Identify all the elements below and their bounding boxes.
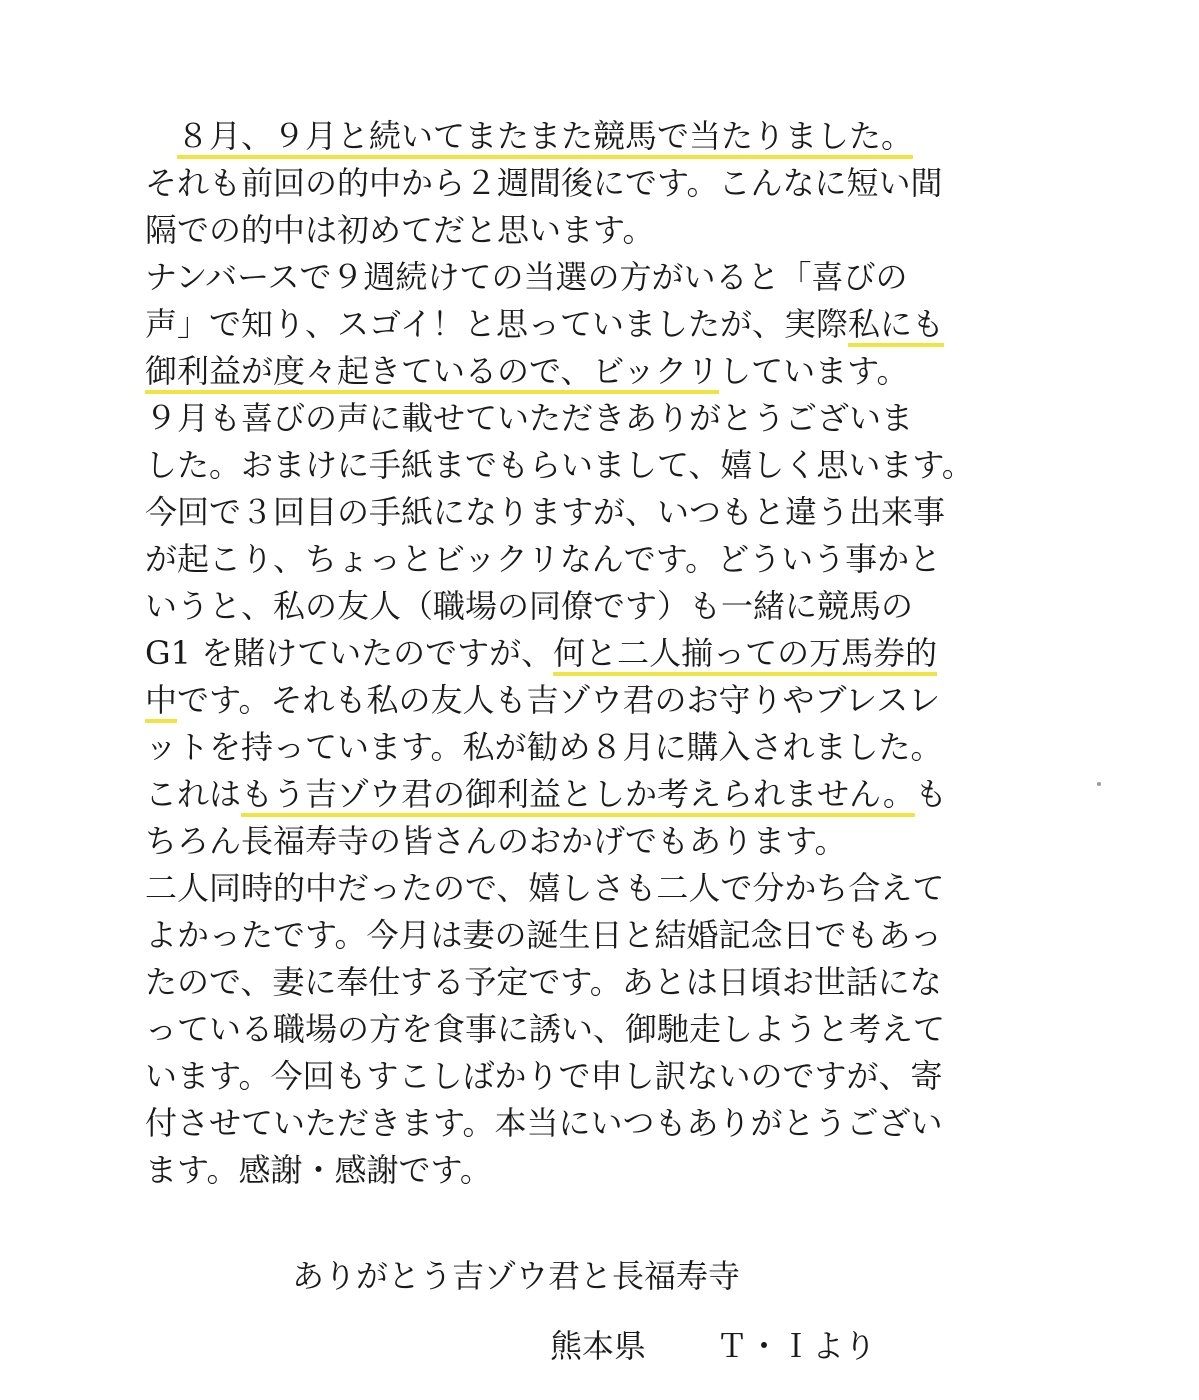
letter-text: ットを持っています。私が勧め８月に購入されました。 (145, 728, 943, 766)
letter-line (145, 301, 1065, 348)
closing-thanks: ありがとう吉ゾウ君と長福寿寺 (292, 1257, 741, 1295)
letter-line (145, 1100, 1065, 1147)
letter-text: いうと、私の友人（職場の同僚です）も一緒に競馬の (145, 587, 914, 625)
letter-line (145, 912, 1065, 959)
letter-text: ナンバースで９週続けての当選の方がいると「喜びの (145, 258, 908, 296)
letter-line (145, 160, 1065, 207)
signature (550, 1324, 876, 1368)
letter-line (145, 1006, 1065, 1053)
letter-text: います。今回もすこしばかりで申し訳ないのですが、寄 (145, 1057, 943, 1095)
letter-text: っている職場の方を食事に誘い、御馳走しようと考えて (145, 1010, 946, 1048)
letter-line (145, 818, 1065, 865)
letter-line (145, 583, 1065, 630)
letter-line (145, 1053, 1065, 1100)
letter-line (145, 677, 1065, 724)
letter-text: たので、妻に奉仕する予定です。あとは日頃お世話にな (145, 963, 942, 1001)
letter-line (145, 1147, 1065, 1194)
letter-line (145, 865, 1065, 912)
letter-line (145, 254, 1065, 301)
letter-text: した。おまけに手紙までもらいまして、嬉しく思います。 (145, 446, 974, 484)
letter-text: これは (145, 775, 242, 813)
letter-text: よかったです。今月は妻の誕生日と結婚記念日でもあっ (145, 916, 943, 954)
letter-text: です。それも私の友人も吉ゾウ君のお守りやブレスレ (177, 681, 941, 719)
letter-text: ます。感謝・感謝です。 (145, 1151, 492, 1189)
letter-line (145, 348, 1065, 395)
letter-line (145, 536, 1065, 583)
letter-text: 付させていただきます。本当にいつもありがとうござい (145, 1104, 943, 1142)
letter-body (145, 113, 1065, 1194)
letter-text: 声」で知り、スゴイ！と思っていましたが、実際 (145, 305, 849, 343)
letter-line (145, 113, 1065, 160)
letter-text: G1 を賭けていたのですが、 (145, 634, 554, 672)
letter-text: が起こり、ちょっとビックリなんです。どういう事かと (145, 540, 942, 578)
highlighted-text: 中 (145, 681, 178, 719)
paper-speck (1097, 782, 1101, 786)
highlighted-text: 私にも (848, 305, 945, 343)
letter-line (145, 771, 1065, 818)
letter-text: 今回で３回目の手紙になりますが、いつもと違う出来事 (145, 493, 946, 531)
letter-text: ９月も喜びの声に載せていただきありがとうございま (145, 399, 914, 437)
letter-line (145, 724, 1065, 771)
letter-line (145, 395, 1065, 442)
highlighted-text: 御利益が度々起きているので、ビックリ (145, 352, 720, 390)
letter-line (145, 207, 1065, 254)
highlighted-text: ８月、９月と続いてまたまた競馬で当たりました。 (177, 117, 914, 155)
letter-line (145, 442, 1065, 489)
letter-text: それも前回の的中から２週間後にです。こんなに短い間 (145, 164, 943, 202)
highlighted-text: 何と二人揃っての万馬券的 (553, 634, 938, 672)
signature-prefecture: 熊本県 (550, 1327, 647, 1365)
highlighted-text: もう吉ゾウ君の御利益としか考えられません。 (241, 775, 915, 813)
letter-line (145, 959, 1065, 1006)
letter-text: ちろん長福寿寺の皆さんのおかげでもあります。 (145, 822, 847, 860)
letter-text: 二人同時的中だったので、嬉しさも二人で分かち合えて (145, 869, 945, 907)
letter-text: しています。 (719, 352, 909, 390)
letter-text (145, 117, 177, 155)
letter-line (145, 489, 1065, 536)
signature-author: Ｔ・Ｉより (716, 1327, 877, 1365)
letter-text: 隔での的中は初めてだと思います。 (145, 211, 655, 249)
letter-line (145, 630, 1065, 677)
letter-text: も (914, 775, 947, 813)
